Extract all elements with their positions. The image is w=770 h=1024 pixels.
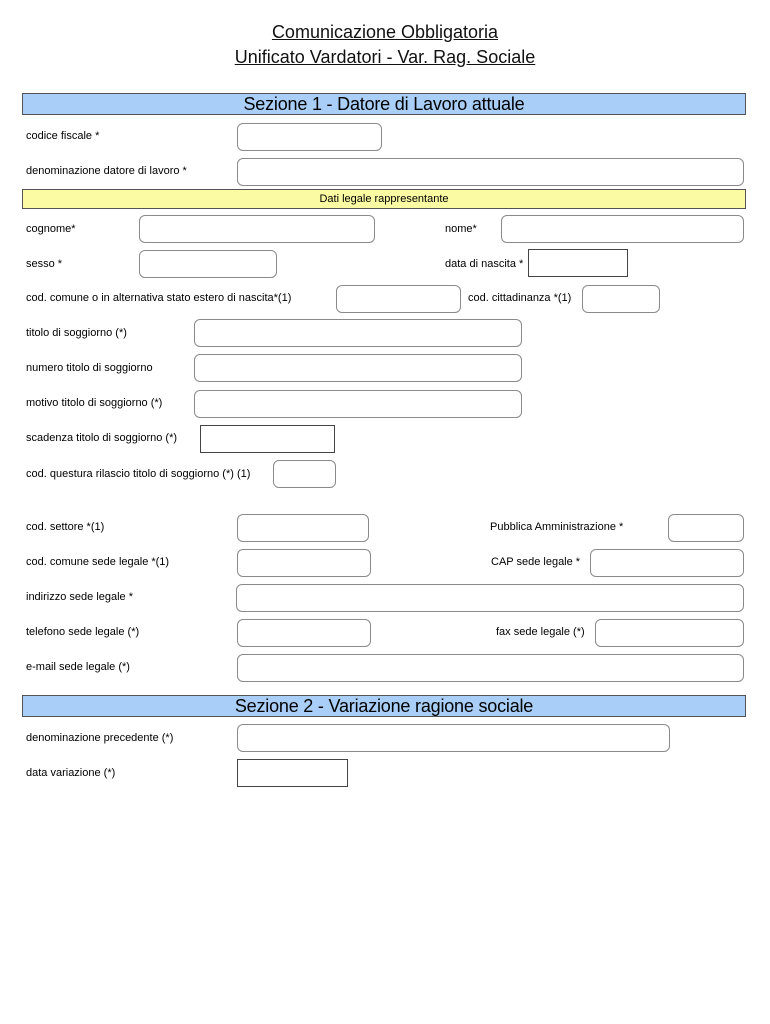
cod-comune-sede-field[interactable] (237, 549, 371, 577)
cod-cittadinanza-label: cod. cittadinanza *(1) (468, 292, 572, 304)
email-sede-field[interactable] (237, 654, 744, 682)
section2-header: Sezione 2 - Variazione ragione sociale (22, 695, 746, 717)
fax-sede-field[interactable] (595, 619, 744, 647)
motivo-titolo-field[interactable] (194, 390, 522, 418)
numero-titolo-label: numero titolo di soggiorno (26, 362, 153, 374)
denominazione-field[interactable] (237, 158, 744, 186)
codice-fiscale-label: codice fiscale * (26, 130, 100, 142)
cod-comune-nascita-label: cod. comune o in alternativa stato estero di nascita*(1) (26, 292, 292, 304)
data-variazione-label: data variazione (*) (26, 767, 116, 779)
nome-label: nome* (445, 223, 477, 235)
email-sede-label: e-mail sede legale (*) (26, 661, 130, 673)
scadenza-titolo-label: scadenza titolo di soggiorno (*) (26, 432, 178, 444)
data-nascita-field[interactable] (528, 249, 628, 277)
scadenza-titolo-field[interactable] (200, 425, 335, 453)
cod-comune-nascita-field[interactable] (336, 285, 461, 313)
form-title-line2: Unificato Vardatori - Var. Rag. Sociale (234, 47, 536, 67)
cod-settore-label: cod. settore *(1) (26, 521, 105, 533)
telefono-sede-label: telefono sede legale (*) (26, 626, 140, 638)
data-variazione-field[interactable] (237, 759, 348, 787)
telefono-sede-field[interactable] (237, 619, 371, 647)
form-title-line1: Comunicazione Obbligatoria (271, 22, 499, 42)
titolo-soggiorno-field[interactable] (194, 319, 522, 347)
cod-cittadinanza-field[interactable] (582, 285, 660, 313)
denominazione-prec-label: denominazione precedente (*) (26, 732, 174, 744)
sesso-label: sesso * (26, 258, 63, 270)
cod-questura-label: cod. questura rilascio titolo di soggiorno (*) (1) (26, 468, 251, 480)
codice-fiscale-field[interactable] (237, 123, 382, 151)
fax-sede-label: fax sede legale (*) (496, 626, 585, 638)
data-nascita-label: data di nascita * (445, 258, 524, 270)
cap-sede-label: CAP sede legale * (491, 556, 581, 568)
numero-titolo-field[interactable] (194, 354, 522, 382)
denominazione-prec-field[interactable] (237, 724, 670, 752)
indirizzo-sede-field[interactable] (236, 584, 744, 612)
sesso-field[interactable] (139, 250, 277, 278)
pubblica-amm-label: Pubblica Amministrazione * (490, 521, 624, 533)
nome-field[interactable] (501, 215, 744, 243)
pubblica-amm-field[interactable] (668, 514, 744, 542)
motivo-titolo-label: motivo titolo di soggiorno (*) (26, 397, 163, 409)
cod-comune-sede-label: cod. comune sede legale *(1) (26, 556, 170, 568)
legale-rappresentante-header: Dati legale rappresentante (22, 189, 746, 209)
cognome-label: cognome* (26, 223, 76, 235)
indirizzo-sede-label: indirizzo sede legale * (26, 591, 134, 603)
titolo-soggiorno-label: titolo di soggiorno (*) (26, 327, 127, 339)
section1-header: Sezione 1 - Datore di Lavoro attuale (22, 93, 746, 115)
cod-settore-field[interactable] (237, 514, 369, 542)
denominazione-label: denominazione datore di lavoro * (26, 165, 187, 177)
cod-questura-field[interactable] (273, 460, 336, 488)
cap-sede-field[interactable] (590, 549, 744, 577)
cognome-field[interactable] (139, 215, 375, 243)
